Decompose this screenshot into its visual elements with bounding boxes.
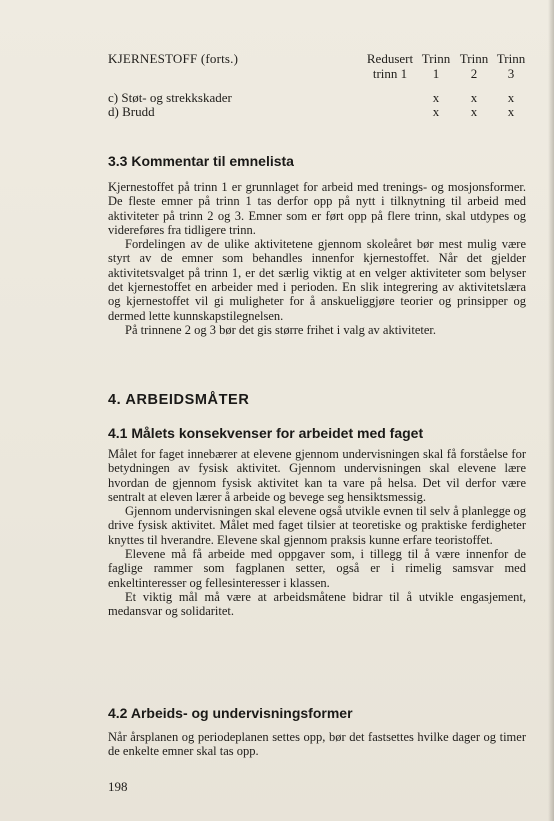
section-3-3-body [108, 180, 526, 337]
section-4-1-heading: 4.1 Målets konsekvenser for arbeidet med faget [108, 425, 424, 441]
paragraph: Gjennom undervisningen skal elevene også utvikle evnen til selv å planlegge og drive fysisk aktivitet. Målet med faget tilsier at teoretiske og praktiske ferdigheter knyttes til hverandre. Elevene skal gjennom praksis kunne erfare teoristoffet. [108, 504, 526, 547]
section-4-2-heading: 4.2 Arbeids- og undervisningsformer [108, 705, 353, 721]
table-title: KJERNESTOFF (forts.) [108, 51, 239, 66]
page-edge-shadow [548, 0, 554, 821]
column-header-line: 1 [432, 66, 440, 81]
row-mark: x [507, 90, 515, 105]
section-4-1-body [108, 447, 526, 619]
column-header-line: Trinn [496, 51, 526, 66]
table-header [108, 51, 528, 85]
column-header-redusert [360, 51, 420, 81]
column-header-line: Redusert [366, 51, 414, 66]
column-header-line: 2 [470, 66, 478, 81]
column-header-line: 3 [507, 66, 515, 81]
column-header-line: Trinn [459, 51, 489, 66]
paragraph: Elevene må få arbeide med oppgaver som, i tillegg til å være innenfor de faglige rammer som fagplanen setter, også er i rimelig samsvar med enkeltinteresser og fellesinteresser i klassen. [108, 547, 526, 590]
section-4-2-body [108, 730, 526, 759]
paragraph: På trinnene 2 og 3 bør det gis større frihet i valg av aktiviteter. [125, 322, 437, 337]
table-row [108, 90, 528, 104]
row-mark: x [432, 104, 440, 119]
row-label: c) Støt- og strekkskader [108, 90, 232, 105]
column-header-trinn-2 [454, 51, 494, 81]
paragraph: Når årsplanen og periodeplanen settes opp, bør det fastsettes hvilke dager og timer de enkelte emner skal tas opp. [108, 730, 526, 759]
page-number: 198 [108, 779, 128, 794]
section-3-3-heading: 3.3 Kommentar til emnelista [108, 153, 294, 169]
column-header-line: trinn 1 [372, 66, 408, 81]
paragraph: Fordelingen av de ulike aktivitetene gjennom skoleåret bør mest mulig være styrt av de emner som behandles innenfor kjernestoffet. Når det gjelder aktivitetsvalget på trinn 1, er det særlig viktig at en velger aktiviteter som belyser det kjernestoffet en arbeider med i perioden. En slik integrering av aktivitetslæra og kjernestoffet vil gi muligheter for å anskueliggjøre teorier og prinsipper og dermed lette kunnskapstilegnelsen. [108, 237, 526, 323]
paragraph: Kjernestoffet på trinn 1 er grunnlaget for arbeid med trenings- og mosjonsformer. De fleste emner på trinn 1 tas derfor opp på nytt i tilknytning til arbeid med aktiviteter på trinn 2 og 3. Emner som er ført opp på flere trinn, skal utdypes og videreføres fra tidligere trinn. [108, 180, 526, 237]
row-mark: x [507, 104, 515, 119]
row-mark: x [470, 90, 478, 105]
paragraph: Et viktig mål må være at arbeidsmåtene bidrar til å utvikle engasjement, medansvar og solidaritet. [108, 589, 526, 619]
row-mark: x [432, 90, 440, 105]
row-label: d) Brudd [108, 104, 155, 119]
column-header-line: Trinn [421, 51, 451, 66]
table-row [108, 104, 528, 118]
row-mark: x [470, 104, 478, 119]
paragraph: Målet for faget innebærer at elevene gjennom undervisningen skal få forståelse for betydningen av fysisk aktivitet. Gjennom undervisningen skal elevene lære hvordan de gjennom fysisk aktivitet kan ta vare på helsa. Det vil derfor være sentralt at eleven lærer å arbeide og bevege seg hensiktsmessig. [108, 447, 526, 504]
column-header-trinn-1 [416, 51, 456, 81]
column-header-trinn-3 [491, 51, 531, 81]
section-4-heading: 4. ARBEIDSMÅTER [108, 392, 250, 408]
